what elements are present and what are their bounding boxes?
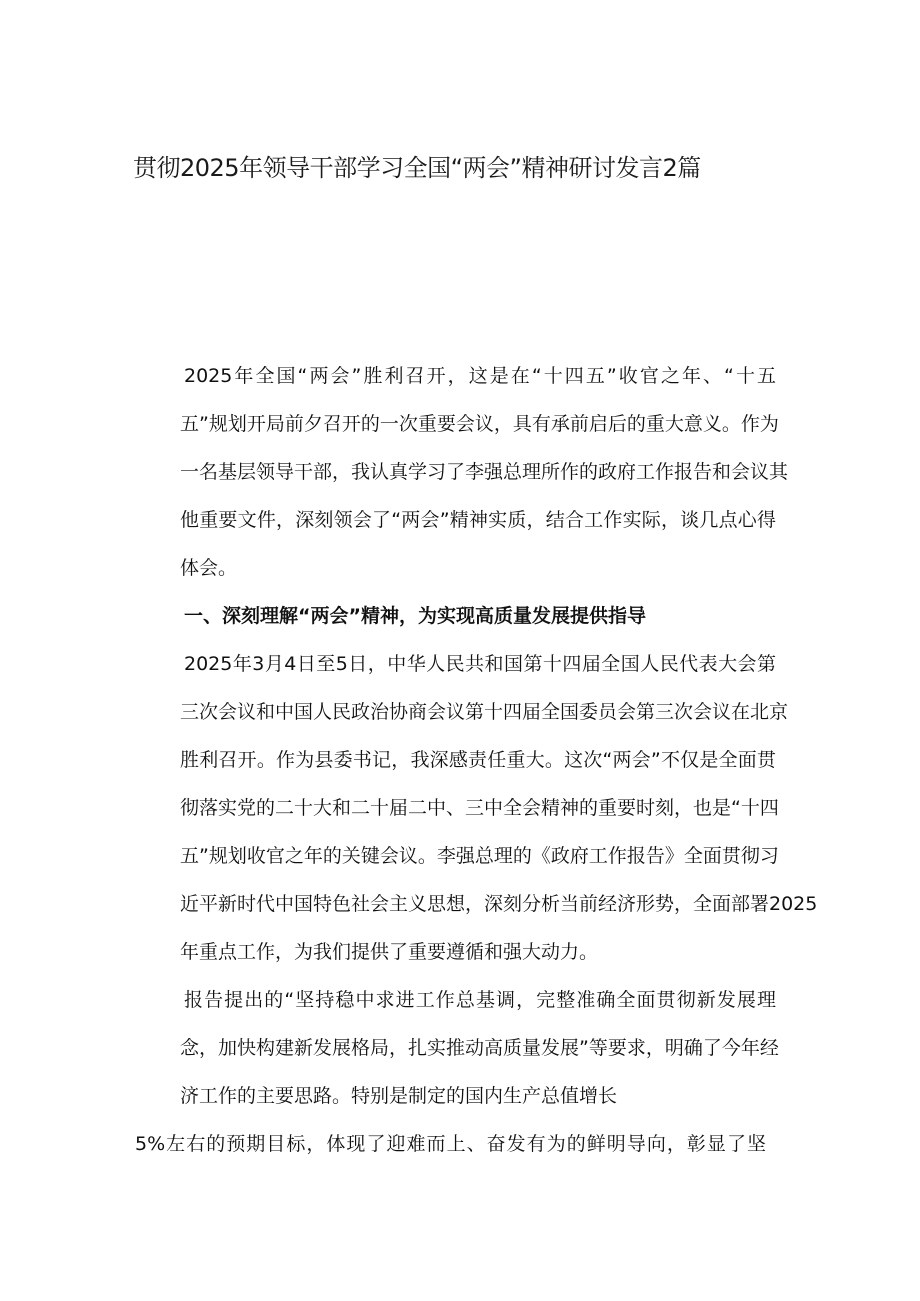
- paragraph-line: 一名基层领导干部，我认真学习了李强总理所作的政府工作报告和会议其: [180, 461, 789, 483]
- paragraph-line: 胜利召开。作为县委书记，我深感责任重大。这次“两会”不仅是全面贯: [180, 749, 776, 771]
- paragraph-line: 报告提出的“坚持稳中求进工作总基调，完整准确全面贯彻新发展理: [184, 989, 776, 1011]
- paragraph-line: 五”规划开局前夕召开的一次重要会议，具有承前启后的重大意义。作为: [180, 413, 779, 435]
- paragraph-line: 年重点工作，为我们提供了重要遵循和强大动力。: [180, 941, 599, 963]
- paragraph-line: 五”规划收官之年的关键会议。李强总理的《政府工作报告》全面贯彻习: [180, 845, 779, 867]
- paragraph-line: 2025年3月4日至5日，中华人民共和国第十四届全国人民代表大会第: [184, 653, 776, 675]
- section-heading: 一、深刻理解“两会”精神，为实现高质量发展提供指导: [184, 605, 646, 627]
- paragraph-line: 体会。: [180, 557, 238, 579]
- paragraph-line: 他重要文件，深刻领会了“两会”精神实质，结合工作实际，谈几点心得: [180, 509, 776, 531]
- paragraph-line: 5%左右的预期目标，体现了迎难而上、奋发有为的鲜明导向，彰显了坚: [135, 1133, 766, 1155]
- paragraph-line: 彻落实党的二十大和二十届二中、三中全会精神的重要时刻，也是“十四: [180, 797, 779, 819]
- paragraph-line: 2025年全国“两会”胜利召开，这是在“十四五”收官之年、“十五: [184, 365, 776, 387]
- paragraph-line: 三次会议和中国人民政治协商会议第十四届全国委员会第三次会议在北京: [180, 701, 789, 723]
- paragraph-line: 济工作的主要思路。特别是制定的国内生产总值增长: [180, 1085, 618, 1107]
- paragraph-line: 近平新时代中国特色社会主义思想，深刻分析当前经济形势，全面部署2025: [180, 893, 818, 915]
- document-title: 贯彻2025年领导干部学习全国“两会”精神研讨发言2篇: [133, 154, 701, 182]
- paragraph-line: 念，加快构建新发展格局，扎实推动高质量发展”等要求，明确了今年经: [180, 1037, 779, 1059]
